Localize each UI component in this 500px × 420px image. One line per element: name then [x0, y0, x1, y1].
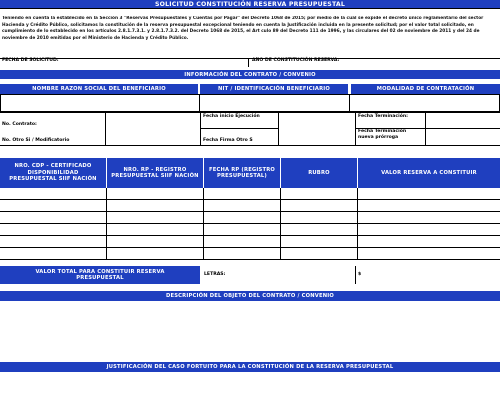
budget-cell[interactable] — [281, 224, 358, 236]
budget-cell[interactable] — [107, 200, 204, 212]
budget-cell[interactable] — [107, 224, 204, 236]
no-contrato-label: No. Contrato: — [2, 122, 37, 127]
valor-total-label: VALOR TOTAL PARA CONSTITUIR RESERVA PRESUPUESTAL — [0, 266, 200, 284]
budget-cell[interactable] — [107, 188, 204, 200]
budget-cell[interactable] — [204, 236, 281, 248]
fecha-terminacion-label: Fecha Terminación: — [358, 114, 408, 119]
form-title: SOLICITUD CONSTITUCIÓN RESERVA PRESUPUESTAL — [0, 0, 500, 9]
valor-total-input[interactable] — [366, 266, 500, 284]
col-nit-header: NIT / IDENTIFICACIÓN BENEFICIARIO — [200, 84, 348, 94]
budget-cell[interactable] — [358, 188, 500, 200]
currency-symbol: $ — [358, 272, 362, 277]
col-modalidad-header: MODALIDAD DE CONTRATACIÓN — [351, 84, 500, 94]
budget-cell[interactable] — [204, 212, 281, 224]
budget-cell[interactable] — [204, 200, 281, 212]
fecha-solicitud-label: FECHA DE SOLICITUD: — [2, 58, 59, 63]
descripcion-title: DESCRIPCIÓN DEL OBJETO DEL CONTRATO / CONVENIO — [0, 291, 500, 301]
letras-label: LETRAS: — [204, 272, 226, 277]
rubro-header: RUBRO — [281, 158, 357, 188]
fecha-inicio-label: Fecha inicio Ejecución — [203, 114, 260, 119]
col-nombre-header: NOMBRE RAZON SOCIAL DEL BENEFICIARIO — [0, 84, 198, 94]
budget-cell[interactable] — [281, 236, 358, 248]
rp-header: NRO. RP - REGISTRO PRESUPUESTAL SIIF NACIÓN — [107, 158, 203, 188]
budget-cell[interactable] — [358, 224, 500, 236]
fecha-rp-header: FECHA RP (REGISTRO PRESUPUESTAL) — [204, 158, 280, 188]
fecha-term-prorroga-label: Fecha Terminación nueva prórroga — [358, 129, 407, 140]
budget-cell[interactable] — [0, 212, 107, 224]
budget-cell[interactable] — [281, 212, 358, 224]
no-otro-si-label: No. Otro Si / Modificatorio — [2, 138, 70, 143]
budget-cell[interactable] — [204, 224, 281, 236]
justificacion-title: JUSTIFICACIÓN DEL CASO FORTUITO PARA LA CONSTITUCIÓN DE LA RESERVA PRESUPUESTAL — [0, 362, 500, 372]
rule — [200, 128, 278, 129]
budget-cell[interactable] — [107, 212, 204, 224]
nombre-beneficiario-input[interactable] — [0, 94, 200, 112]
budget-cell[interactable] — [0, 236, 107, 248]
fecha-firma-label: Fecha Firma Otro S — [203, 138, 253, 143]
budget-cell[interactable] — [0, 200, 107, 212]
budget-cell[interactable] — [0, 224, 107, 236]
budget-cell[interactable] — [0, 188, 107, 200]
budget-cell[interactable] — [358, 212, 500, 224]
modalidad-input[interactable] — [349, 94, 500, 112]
justificacion-textarea[interactable] — [0, 372, 500, 420]
budget-cell[interactable] — [107, 248, 204, 260]
contract-section-title: INFORMACIÓN DEL CONTRATO / CONVENIO — [0, 70, 500, 79]
cdp-header: NRO. CDP - CERTIFICADO DISPONIBILIDAD PRESUPUESTAL SIIF NACIÓN — [0, 158, 106, 188]
letras-input[interactable] — [230, 266, 355, 284]
budget-cell[interactable] — [358, 200, 500, 212]
valor-reserva-header: VALOR RESERVA A CONSTITUIR — [358, 158, 500, 188]
budget-cell[interactable] — [204, 248, 281, 260]
budget-cell[interactable] — [281, 248, 358, 260]
budget-cell[interactable] — [204, 188, 281, 200]
rule — [0, 58, 500, 59]
anio-reserva-label: AÑO DE CONSTITUCIÓN RESERVA: — [252, 58, 340, 63]
intro-paragraph: Teniendo en cuenta la establecido en la Sección 3 "Reservas Presupuestales y Cuentas por Pagar" del Decreto 1068 de 2015; por medio de la cual se expide el decreto único reglamentario del sector Hacienda y Crédito Público, solicitamos la constitución de la reserva presupuestal excepcional teniendo en cuenta la Justificación incluida en la presente solicitud; por el valor total solicitado, en cumplimiento de lo establecido en los artículos 2.8.1.7.3.1. y 2.8.1.7.3.2. del Decreto 1068 de 2015, el Art culo 89 del Decreto 111 de 1996, y las circulares del 02 de noviembre de 2011 y del 24 de noviembre de 2010 emitidas por el Ministerio de Hacienda y Crédito Público. — [2, 16, 484, 41]
descripcion-textarea[interactable] — [0, 301, 500, 355]
no-contrato-input[interactable] — [106, 113, 200, 145]
budget-cell[interactable] — [107, 236, 204, 248]
budget-cell[interactable] — [358, 248, 500, 260]
budget-cell[interactable] — [281, 200, 358, 212]
divider — [278, 112, 279, 146]
budget-table-body — [0, 188, 500, 260]
nit-beneficiario-input[interactable] — [199, 94, 350, 112]
budget-cell[interactable] — [0, 248, 107, 260]
divider — [355, 266, 356, 284]
budget-cell[interactable] — [281, 188, 358, 200]
budget-cell[interactable] — [358, 236, 500, 248]
divider — [425, 112, 426, 146]
